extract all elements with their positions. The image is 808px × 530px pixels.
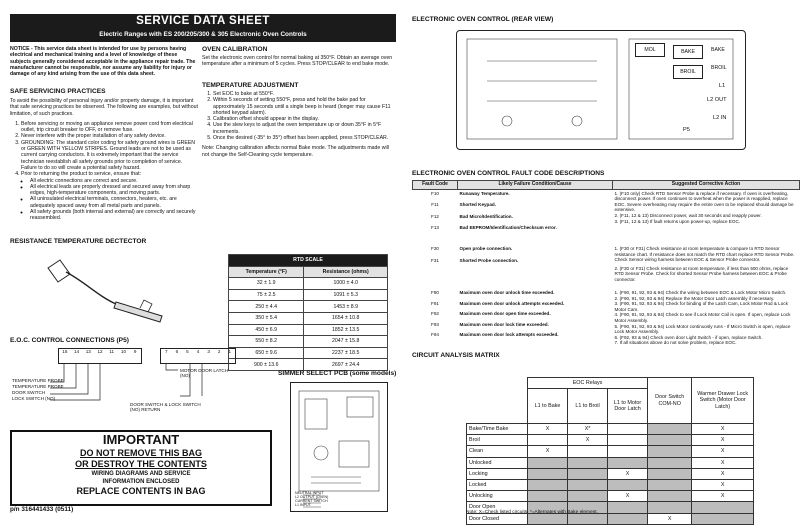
fault-code: F93 <box>431 321 439 327</box>
fault-causes <box>458 289 613 347</box>
matrix-cell <box>648 446 692 457</box>
table-row <box>413 289 800 347</box>
safe-bullet: ◦ All electric connections are correct and secure. <box>30 178 198 184</box>
fault-code: F12 <box>431 213 439 219</box>
wire-label: TEMPERATURE PROBE <box>12 384 64 389</box>
page-subtitle: Electric Ranges with ES 200/205/300 & 305 Electronic Oven Controls <box>99 31 307 38</box>
circuit-matrix <box>466 377 754 525</box>
table-row <box>229 336 388 348</box>
notice-text: This service data sheet is intended for use by persons having electrical and mechanical training and a level of knowledge of these subjects generally considered acceptable in the appliance repair trade. The manufacturer cannot be responsible, nor assume any liability for injury or damage of any kind arising from the use of this data sheet. <box>10 46 196 78</box>
matrix-cell <box>648 468 692 479</box>
simmer-label: L2 OUTPUT (OVEN) <box>295 495 329 499</box>
matrix-heading: CIRCUIT ANALYSIS MATRIX <box>412 352 500 359</box>
fault-table <box>412 180 800 347</box>
fault-action: 2. (F90, 91, 92, 93 & 94) Replace the Motor Door Latch assembly if necessary. <box>614 295 775 301</box>
temp-cell: 450 ± 6.9 <box>229 324 304 336</box>
temp-adj-item: 4. Use the slew keys to adjust the oven temperature up or down 35°F in 5°F increments. <box>213 122 394 135</box>
notice-block <box>10 46 198 77</box>
part-number: p/n 316441433 (0511) <box>10 506 74 513</box>
temp-cell: 650 ± 9.6 <box>229 347 304 359</box>
matrix-col-header: Door Switch COM-NO <box>648 378 692 424</box>
pin-label: 9 <box>133 349 137 354</box>
p5-connector-label: P5 <box>683 127 690 133</box>
matrix-cell: X <box>648 513 692 524</box>
oven-cal-text: Set the electronic oven control for normal baking at 350°F. Obtain an average oven temperature after a minimum of 5 cycles. Press STOP/CLEAR to end bake mode. <box>202 55 393 68</box>
fault-cause: Shorted Probe connection. <box>459 257 519 263</box>
table-row <box>467 446 754 457</box>
mode-label: Locked <box>467 479 528 490</box>
matrix-cell <box>648 479 692 490</box>
fault-cause: Shorted Keypad. <box>459 202 497 208</box>
matrix-col-header: L1 to Bake <box>528 389 568 424</box>
matrix-cell: X <box>692 468 754 479</box>
fault-cause: Open probe connection. <box>459 246 513 252</box>
eoc-rear-panel <box>456 30 746 150</box>
pin-label: 5 <box>186 349 189 354</box>
rtd-col-temp: Temperature (°F) <box>229 266 304 278</box>
fault-cause: Runaway Temperature. <box>459 190 510 196</box>
matrix-cell: X <box>692 435 754 446</box>
wire-label: DOOR SWITCH <box>12 390 46 395</box>
mode-label: Door Closed <box>467 513 528 524</box>
safe-item: 3. GROUNDING: The standard color coding for safety ground wires is GREEN or GREEN WITH YELLOW STRIPES. Ground leads are not to be used as current carrying conductors. It is extremely important that the service technician reestablish all safety grounds prior to completion of service. Failure to do so will create a potential safety hazard. <box>21 140 198 171</box>
matrix-cell <box>608 435 648 446</box>
matrix-cell <box>648 502 692 513</box>
pin-label: 3 <box>207 349 210 354</box>
temp-adj-item: 1. Set EOC to bake at 550°F. <box>213 91 394 97</box>
fault-action: 1. (F10 only) Check RTD Sensor Probe & replace if necessary. If oven is overheating, disconnect power. If oven continues to overheat when the power is reapplied, replace EOC. Severe overheating may require the entire oven to be replaced should damage be extensive. <box>614 190 794 213</box>
matrix-cell: X <box>608 468 648 479</box>
temp-cell: 32 ± 1.9 <box>229 278 304 290</box>
temp-cell: 250 ± 4.4 <box>229 301 304 313</box>
pin-label: 10 <box>120 349 127 354</box>
eoc-relays-header: EOC Relays <box>528 378 648 389</box>
matrix-col-header: Warmer Drawer Lock Switch (Motor Door Latch) <box>692 378 754 424</box>
important-title: IMPORTANT <box>102 432 180 447</box>
fault-code: F91 <box>431 300 439 306</box>
simmer-label: NEUTRAL INPUT <box>295 491 324 495</box>
table-row <box>467 479 754 490</box>
fault-code: F92 <box>431 311 439 317</box>
pin-label: 13 <box>85 349 91 354</box>
fault-code: F30 <box>431 246 439 252</box>
simmer-heading: SIMMER SELECT PCB (some models) <box>278 370 397 377</box>
table-row <box>467 435 754 446</box>
door-label: DOOR SWITCH & LOCK SWITCH (NO) RETURN <box>130 402 201 412</box>
matrix-cell <box>568 468 608 479</box>
matrix-cell <box>692 502 754 513</box>
matrix-cell <box>648 424 692 435</box>
matrix-cell <box>648 435 692 446</box>
temp-cell: 900 ± 13.6 <box>229 359 304 371</box>
fault-code: F94 <box>431 332 439 338</box>
fault-cause: Maximum oven door open time exceeded. <box>459 311 551 317</box>
title-banner <box>10 14 396 42</box>
table-row <box>229 301 388 313</box>
matrix-cell <box>608 479 648 490</box>
temp-adj-body <box>202 91 394 158</box>
fault-cause: Maximum oven door unlock attempts exceeded. <box>459 300 565 306</box>
simmer-label: L1 INPUT <box>295 503 311 507</box>
resistance-cell: 1091 ± 5.3 <box>304 289 388 301</box>
resistance-cell: 2697 ± 24.4 <box>304 359 388 371</box>
mode-label: Clean <box>467 446 528 457</box>
resistance-cell: 1852 ± 13.5 <box>304 324 388 336</box>
mode-label: Door Open <box>467 502 528 513</box>
fault-action: 5. (F90, 91, 92, 93 & 94) Lock Motor continuosly runs - If Micro Switch is open, replace Lock Motor Assembly. <box>614 323 791 335</box>
temp-adj-list <box>202 91 394 141</box>
fault-codes <box>413 245 458 289</box>
rtd-heading: RESISTANCE TEMPERATURE DECTECTOR <box>10 238 147 245</box>
mode-label: Bake/Time Bake <box>467 424 528 435</box>
wire-label: TEMPERATURE PROBE <box>12 378 64 383</box>
safe-intro: To avoid the possibility of personal injury and/or property damage, it is important that safe servicing practices be observed. The following are examples, but without limitation, of such practices. <box>10 98 198 117</box>
fault-code: F11 <box>431 202 439 208</box>
matrix-cell: X <box>568 435 608 446</box>
motor-label: MOTOR DOOR LATCH (NO) <box>180 368 229 378</box>
safe-bullet: ◦ All uninsulated electrical terminals, connectors, heaters, etc. are adequately spaced away from all metal parts and panels. <box>30 196 198 209</box>
important-line: OR DESTROY THE CONTENTS <box>75 459 207 469</box>
matrix-cell: X <box>692 424 754 435</box>
resistance-cell: 2237 ± 18.5 <box>304 347 388 359</box>
temp-cell: 350 ± 5.4 <box>229 312 304 324</box>
pin-label: 1 <box>228 349 232 354</box>
table-row <box>229 347 388 359</box>
mode-label: Unlocked <box>467 457 528 468</box>
fault-causes <box>458 245 613 289</box>
table-row <box>467 468 754 479</box>
rear-view-heading: ELECTRONIC OVEN CONTROL (REAR VIEW) <box>412 16 554 23</box>
fault-cause: Bad EEPROM/Identification/Checksum error. <box>459 225 557 231</box>
matrix-cell: X <box>692 479 754 490</box>
simmer-pcb <box>290 382 388 512</box>
broil-terminal-label: BROIL <box>711 65 727 71</box>
broil-box: BROIL <box>673 65 703 79</box>
table-row <box>229 312 388 324</box>
matrix-cell <box>608 424 648 435</box>
eoc-connector-diagram <box>10 346 240 422</box>
bake-box: BAKE <box>673 45 703 59</box>
rtd-probe-illustration <box>40 252 175 330</box>
matrix-cell <box>608 446 648 457</box>
fault-action: 6. (F92, 93 & 94) Check oven door Light Switch - if open, replace Switch. <box>614 334 763 340</box>
resistance-cell: 1453 ± 8.9 <box>304 301 388 313</box>
fault-action: 1. (F30 or F31) Check resistance at room temperature & compare to RTD Sensor resistance chart. If resistance does not match the RTD chart replace RTD Sensor Probe. Check Sensor wiring harness between EOC & Sensor Probe connector. <box>614 246 795 263</box>
fault-code: F10 <box>431 190 439 196</box>
safe-list <box>10 121 198 222</box>
table-row <box>413 189 800 245</box>
temp-cell: 550 ± 8.2 <box>229 336 304 348</box>
important-line: WIRING DIAGRAMS AND SERVICE <box>91 471 191 477</box>
pin-label: 6 <box>175 349 179 354</box>
matrix-cell <box>608 457 648 468</box>
matrix-corner <box>467 378 528 424</box>
oven-cal-heading: OVEN CALIBRATION <box>202 46 268 53</box>
temp-adj-item: 2. Within 5 seconds of setting 550°F, press and hold the bake pad for approximately 15 seconds until a single beep is heard (longer may cause F11 shorted keypad alarm). <box>213 97 394 116</box>
l1-terminal-label: L1 <box>719 83 726 89</box>
eoc-conn-heading: E.O.C. CONTROL CONNECTIONS (P5) <box>10 337 129 344</box>
pin-label: 7 <box>165 349 168 354</box>
matrix-cell <box>692 513 754 524</box>
table-row <box>229 289 388 301</box>
matrix-cell <box>648 457 692 468</box>
important-box <box>10 430 272 506</box>
table-row <box>467 457 754 468</box>
fault-cause: Maximum oven door lock time exceeded. <box>459 321 549 327</box>
safe-item: 2. Never interfere with the proper installation of any safety device. <box>21 133 198 139</box>
simmer-label: CURRENT SWITCH <box>295 499 328 503</box>
matrix-cell <box>568 479 608 490</box>
safe-item-text: Prior to returning the product to service, ensure that: <box>21 171 141 178</box>
bake-terminal-label: BAKE <box>711 47 725 53</box>
safe-bullets <box>21 178 198 222</box>
temp-adj-note: Note: Changing calibration affects normal Bake mode. The adjustments made will not change the Self-Cleaning cycle temperature. <box>202 145 389 158</box>
matrix-cell: X <box>528 424 568 435</box>
temp-adj-item: 3. Calibration offset should appear in the display. <box>213 116 394 122</box>
resistance-cell: 1000 ± 4.0 <box>304 278 388 290</box>
matrix-cell <box>528 435 568 446</box>
rtd-scale-table <box>228 254 388 371</box>
fault-col-code: Fault Code <box>413 181 458 190</box>
pin-label: 2 <box>217 349 221 354</box>
notice-label: NOTICE - <box>10 46 33 52</box>
pin-label: 4 <box>196 349 200 354</box>
fault-codes <box>413 289 458 347</box>
fault-col-cause: Likely Failure Condition/Cause <box>458 181 613 190</box>
matrix-note: Note: X=Check listed circuits. *=Alternates with Bake element. <box>466 510 598 515</box>
safe-item <box>21 171 198 221</box>
page-title: SERVICE DATA SHEET <box>136 15 270 27</box>
l2-out-terminal-label: L2 OUT <box>707 97 727 103</box>
temp-adj-item: 5. Once the desired (-35° to 35°) offset has been applied, press STOP/CLEAR. <box>213 135 394 141</box>
fault-col-action: Suggested Corrective Action <box>613 181 800 190</box>
safe-body <box>10 98 198 222</box>
fault-cause: Bad Micro/Identification. <box>459 213 513 219</box>
pin-label: 11 <box>109 349 115 354</box>
matrix-cell <box>528 491 568 502</box>
matrix-cell <box>568 491 608 502</box>
safe-heading: SAFE SERVICING PRACTICES <box>10 88 106 95</box>
fault-action: 2. (F30 or F31) Check resistance at room temperature, if less than 500 ohms, replace RTD Sensor Probe. Check for shorted Sensor Probe harness between EOC & Probe connector. <box>614 265 789 283</box>
important-line: DO NOT REMOVE THIS BAG <box>79 448 202 458</box>
fault-actions <box>613 289 800 347</box>
important-line: REPLACE CONTENTS IN BAG <box>76 486 206 496</box>
fault-cause: Maximum oven door unlock time exceeded. <box>459 290 555 296</box>
rtd-col-resistance: Resistance (ohms) <box>304 266 388 278</box>
fault-action: 7. If all situations above do not solve problem, replace EOC. <box>614 340 737 346</box>
fault-causes <box>458 189 613 245</box>
safe-item: 1. Before servicing or moving an appliance remove power cord from electrical outlet, trip circuit breaker to OFF, or remove fuse. <box>21 121 198 134</box>
fault-action: 2. (F11, 12 & 13) Disconnect power, wait 30 seconds and reapply power. <box>614 212 762 218</box>
matrix-col-header: L1 to Motor Door Latch <box>608 389 648 424</box>
mode-label: Broil <box>467 435 528 446</box>
matrix-cell: X* <box>568 424 608 435</box>
fault-heading: ELECTRONIC OVEN CONTROL FAULT CODE DESCRIPTIONS <box>412 170 605 177</box>
matrix-cell <box>528 468 568 479</box>
fault-action: 1. (F90, 91, 92, 93 & 94) Check the wiring between EOC & Lock Motor Micro Switch. <box>614 290 787 296</box>
matrix-cell: X <box>608 491 648 502</box>
safe-bullet: ◦ All safety grounds (both internal and external) are correctly and securely reassembled. <box>30 209 198 222</box>
pin-label: 12 <box>97 349 103 354</box>
matrix-cell: X <box>692 446 754 457</box>
fault-cause: Maximum oven door lock attempts exceeded. <box>459 332 559 338</box>
pin-label: 14 <box>74 349 80 354</box>
fault-action: 3. (F11, 12 & 13) If fault returns upon power-up, replace EOC. <box>614 218 741 224</box>
matrix-cell <box>608 502 648 513</box>
temp-cell: 75 ± 2.5 <box>229 289 304 301</box>
fault-actions <box>613 189 800 245</box>
matrix-cell: X <box>692 457 754 468</box>
matrix-cell <box>528 457 568 468</box>
matrix-col-header: L1 to Broil <box>568 389 608 424</box>
matrix-cell: X <box>692 491 754 502</box>
resistance-cell: 2047 ± 15.8 <box>304 336 388 348</box>
matrix-cell <box>608 513 648 524</box>
wire-label: LOCK SWITCH (NO) <box>12 396 56 401</box>
matrix-cell <box>528 479 568 490</box>
fault-code: F90 <box>431 290 439 296</box>
matrix-cell <box>568 446 608 457</box>
fault-code: F13 <box>431 225 439 231</box>
matrix-cell: X <box>528 446 568 457</box>
fault-code: F31 <box>431 257 439 263</box>
table-row <box>229 359 388 371</box>
safe-bullet: ◦ All electrical leads are properly dressed and secured away from sharp edges, high-temperature components, and moving parts. <box>30 184 198 197</box>
resistance-cell: 1654 ± 10.8 <box>304 312 388 324</box>
temp-adj-heading: TEMPERATURE ADJUSTMENT <box>202 82 299 89</box>
rtd-scale-title: RTD SCALE <box>229 255 388 267</box>
mol-box: MOL <box>635 43 665 57</box>
table-row <box>467 424 754 435</box>
table-row <box>467 491 754 502</box>
fault-actions <box>613 245 800 289</box>
important-line: INFORMATION ENCLOSED <box>102 479 180 485</box>
mode-label: Unlocking <box>467 491 528 502</box>
fault-action: 3. (F90, 91, 92, 93 & 94) Check for binding of the Latch Cam, Lock Motor Rod & Lock Motor Cam. <box>614 301 788 312</box>
fault-action: 4. (F90, 91, 92, 93 & 94) Check to see if Lock Motor Coil is open. If open, replace Lock Motor Assembly. <box>614 312 791 324</box>
l2-in-terminal-label: L2 IN <box>713 115 727 121</box>
mode-label: Locking <box>467 468 528 479</box>
table-row <box>229 324 388 336</box>
table-row <box>229 278 388 290</box>
matrix-cell <box>648 491 692 502</box>
matrix-cell <box>568 457 608 468</box>
table-row <box>413 245 800 289</box>
fault-codes <box>413 189 458 245</box>
pin-label: 15 <box>62 349 68 354</box>
